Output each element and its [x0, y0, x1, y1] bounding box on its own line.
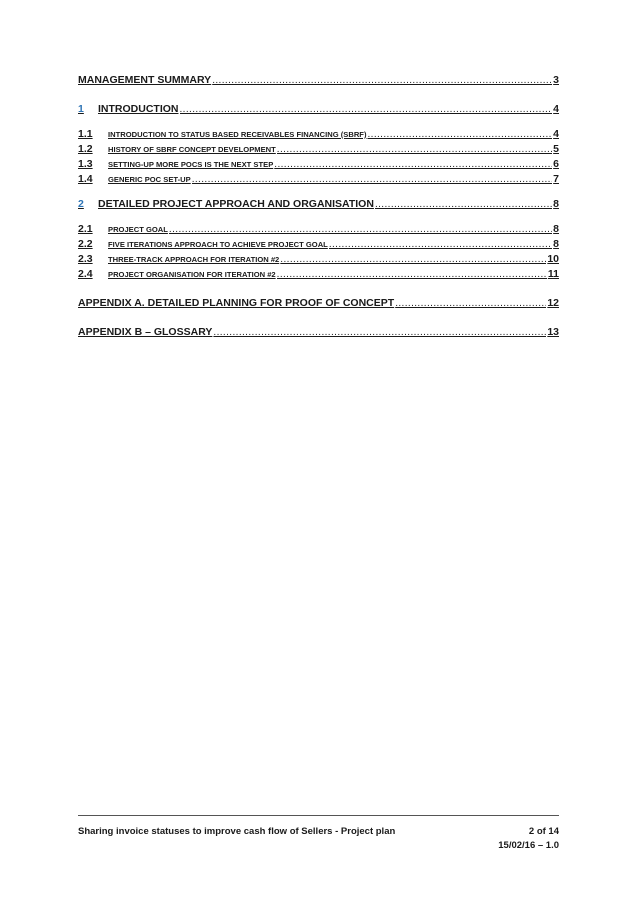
toc-entry-page: 12 — [547, 297, 559, 309]
toc-entry-2-3[interactable] — [78, 253, 559, 266]
toc-entry-2-2[interactable] — [78, 238, 559, 251]
footer-divider — [78, 815, 559, 816]
toc-entry-number: 1.3 — [78, 158, 93, 170]
toc-entry-title: APPENDIX B – GLOSSARY — [78, 326, 213, 338]
toc-dot-leader — [277, 268, 547, 281]
footer-page-number: 2 of 14 — [528, 826, 559, 837]
toc-entry-title: THREE-TRACK APPROACH FOR ITERATION #2 — [108, 255, 280, 264]
toc-dot-leader — [329, 238, 552, 251]
page-footer — [78, 825, 559, 853]
toc-dot-leader — [395, 297, 546, 310]
toc-dot-leader — [277, 143, 552, 156]
toc-entry-page: 11 — [547, 268, 559, 280]
toc-entry-page: 6 — [553, 158, 559, 170]
toc-dot-leader — [367, 128, 552, 141]
toc-entry-page: 3 — [553, 74, 559, 86]
toc-dot-leader — [213, 326, 546, 339]
toc-entry-title: SETTING-UP MORE POCS IS THE NEXT STEP — [108, 160, 274, 169]
toc-entry-number: 2.1 — [78, 223, 93, 235]
toc-entry-number: 1.1 — [78, 128, 93, 140]
toc-entry-introduction[interactable] — [78, 103, 559, 116]
toc-entry-page: 4 — [553, 103, 559, 115]
toc-dot-leader — [169, 223, 552, 236]
toc-entry-1-2[interactable] — [78, 143, 559, 156]
toc-entry-page: 10 — [547, 253, 559, 265]
toc-entry-number: 1.2 — [78, 143, 93, 155]
toc-entry-1-4[interactable] — [78, 173, 559, 186]
toc-entry-title: PROJECT GOAL — [108, 225, 168, 234]
toc-entry-page: 5 — [553, 143, 559, 155]
toc-entry-number: 1 — [78, 103, 84, 115]
toc-dot-leader — [212, 74, 552, 87]
toc-entry-2-1[interactable] — [78, 223, 559, 236]
toc-entry-title: HISTORY OF SBRF CONCEPT DEVELOPMENT — [108, 145, 276, 154]
toc-entry-1-1[interactable] — [78, 128, 559, 141]
toc-entry-page: 8 — [553, 223, 559, 235]
toc-entry-title: MANAGEMENT SUMMARY — [78, 74, 212, 86]
toc-dot-leader — [180, 103, 553, 116]
toc-entry-number: 2.3 — [78, 253, 93, 265]
footer-version: 15/02/16 – 1.0 — [498, 840, 559, 851]
footer-document-title: Sharing invoice statuses to improve cash flow of Sellers - Project plan — [78, 826, 396, 837]
toc-entry-title: PROJECT ORGANISATION FOR ITERATION #2 — [108, 270, 276, 279]
toc-entry-appendix-a[interactable] — [78, 297, 559, 310]
toc-dot-leader — [375, 198, 552, 211]
toc-entry-number: 2 — [78, 198, 84, 210]
toc-entry-title: APPENDIX A. DETAILED PLANNING FOR PROOF OF CONCEPT — [78, 297, 395, 309]
toc-entry-page: 4 — [553, 128, 559, 140]
table-of-contents — [78, 74, 559, 339]
toc-entry-number: 1.4 — [78, 173, 93, 185]
toc-entry-detailed-approach[interactable] — [78, 198, 559, 211]
toc-entry-appendix-b[interactable] — [78, 326, 559, 339]
toc-entry-management-summary[interactable] — [78, 74, 559, 87]
toc-dot-leader — [274, 158, 552, 171]
toc-dot-leader — [192, 173, 552, 186]
toc-entry-page: 8 — [553, 198, 559, 210]
toc-entry-title: INTRODUCTION — [98, 103, 179, 115]
toc-entry-title: DETAILED PROJECT APPROACH AND ORGANISATION — [98, 198, 374, 210]
toc-entry-number: 2.2 — [78, 238, 93, 250]
toc-entry-page: 13 — [547, 326, 559, 338]
toc-entry-title: INTRODUCTION TO STATUS BASED RECEIVABLES FINANCING (SBRF) — [108, 130, 367, 139]
toc-entry-title: GENERIC POC SET-UP — [108, 175, 191, 184]
toc-entry-page: 7 — [553, 173, 559, 185]
toc-entry-1-3[interactable] — [78, 158, 559, 171]
toc-dot-leader — [280, 253, 546, 266]
toc-entry-page: 8 — [553, 238, 559, 250]
toc-entry-title: FIVE ITERATIONS APPROACH TO ACHIEVE PROJECT GOAL — [108, 240, 328, 249]
toc-entry-number: 2.4 — [78, 268, 93, 280]
toc-entry-2-4[interactable] — [78, 268, 559, 281]
